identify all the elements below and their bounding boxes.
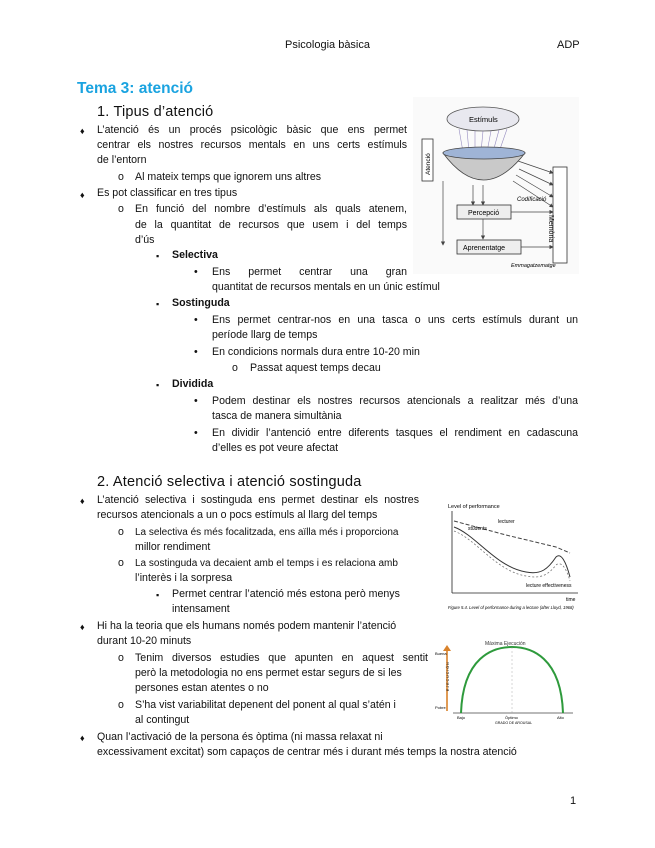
circle-bullet-icon: o: [118, 203, 124, 215]
text-line: durant 10-20 minuts: [97, 635, 192, 647]
students-line: [454, 527, 570, 577]
circle-bullet-icon: o: [118, 526, 124, 538]
lecture-performance-figure: [446, 497, 582, 617]
fig3-tick-opt: Óptimo: [505, 715, 518, 720]
circle-bullet-icon: o: [232, 362, 238, 374]
text-line: recursos atencionals a un o pocs estímuls al llarg del temps: [97, 509, 378, 521]
fig2-lecturer-label: lecturer: [498, 519, 515, 525]
text-line: d’ús: [135, 234, 155, 246]
circle-bullet-icon: o: [118, 171, 124, 183]
page-title: Tema 3: atenció: [77, 80, 194, 97]
text-line: En condicions normals dura entre 10-20 min: [212, 346, 420, 358]
text-line: L’atenció selectiva i sostinguda ens permet destinar els nostres: [97, 494, 419, 506]
text-line: tasca de manera simultània: [212, 410, 342, 422]
square-bullet-icon: ▪: [156, 299, 160, 309]
diamond-bullet-icon: ♦: [80, 733, 85, 743]
square-bullet-icon: ▪: [156, 251, 160, 261]
diamond-bullet-icon: ♦: [80, 496, 85, 506]
fig3-tick-low: Bajo: [457, 715, 466, 720]
text-line: centrar els nostres recursos mentals en uns certs estímuls: [97, 139, 407, 151]
circle-bullet-icon: o: [118, 652, 124, 664]
fig2-ylabel: Level of performance: [448, 504, 500, 510]
text-line: Quan l’activació de la persona és òptima (ni massa relaxat ni: [97, 731, 383, 743]
fig3-ylabel-mid: E J E C U C I Ó N: [446, 662, 450, 691]
text-line: millor rendiment: [135, 541, 211, 553]
subtype-sostinguda: Sostinguda: [172, 297, 230, 309]
text-line: període llarg de temps: [212, 329, 318, 341]
fig3-ylabel-bottom: Pobre: [435, 705, 446, 710]
dot-bullet-icon: •: [194, 395, 198, 407]
text-line: Podem destinar els nostres recursos atencionals a realitzar més d’una: [212, 395, 578, 407]
diamond-bullet-icon: ♦: [80, 190, 85, 200]
label-memoria: Memòria: [547, 215, 554, 243]
arousal-performance-figure: [433, 637, 577, 725]
text-line: intensament: [172, 603, 230, 615]
fig3-ylabel-top: Buena: [435, 651, 447, 656]
fig2-students-label: students: [468, 526, 487, 532]
text-line: de la quantitat de recursos que usem i del temps: [135, 219, 407, 231]
circle-bullet-icon: o: [118, 557, 124, 569]
text-line: persones estan atentes o no: [135, 682, 269, 694]
text-line: Passat aquest temps decau: [250, 362, 381, 374]
fig2-xlabel: time: [566, 597, 576, 603]
text-line: Al mateix temps que ignorem uns altres: [135, 171, 322, 183]
header-author: ADP: [557, 39, 580, 51]
text-line: Es pot classificar en tres tipus: [97, 187, 238, 199]
text-line: d’elles es pot veure afectat: [212, 442, 339, 454]
label-percepcio: Percepció: [468, 210, 500, 217]
text-line: En dividir l’antenció entre diferents tasques el rendiment en cadascuna: [212, 427, 578, 439]
label-emmagatzematge: Emmagatzematge: [511, 263, 556, 269]
text-line: La sostinguda va decaient amb el temps i es relaciona amb: [135, 558, 398, 569]
text-line: Ens permet centrar una gran: [212, 266, 407, 278]
fig2-effectiveness-label: lecture effectiveness: [526, 583, 572, 589]
square-bullet-icon: ▪: [156, 380, 160, 390]
text-line: quantitat de recursos mentals en un únic estímul: [212, 281, 440, 293]
label-codificacio: Codificació: [517, 197, 547, 203]
text-line: però la metodologia no ens permet estar segurs de si les: [135, 667, 402, 679]
fig3-title: Máxima Ejecución: [485, 641, 526, 647]
dot-bullet-icon: •: [194, 427, 198, 439]
fig3-tick-high: Alto: [557, 715, 564, 720]
text-line: Ens permet centrar-nos en una tasca o uns certs estímuls durant un: [212, 314, 578, 326]
dot-bullet-icon: •: [194, 346, 198, 358]
text-line: l’interès i la sorpresa: [135, 572, 233, 584]
dot-bullet-icon: •: [194, 266, 198, 278]
subtype-selectiva: Selectiva: [172, 249, 218, 261]
square-bullet-icon: ▪: [156, 590, 160, 600]
subtype-dividida: Dividida: [172, 378, 214, 390]
section-1-heading: 1. Tipus d’atenció: [97, 104, 214, 120]
diamond-bullet-icon: ♦: [80, 622, 85, 632]
text-line: En funció del nombre d’estímuls als quals atenem,: [135, 203, 407, 215]
text-line: excessivament excitat) som capaços de centrar més i durant més temps la nostra atenció: [97, 746, 517, 758]
effectiveness-line: [454, 531, 570, 581]
circle-bullet-icon: o: [118, 699, 124, 711]
dot-bullet-icon: •: [194, 314, 198, 326]
page-number: 1: [570, 795, 577, 807]
text-line: de l’entorn: [97, 154, 147, 166]
attention-diagram: [413, 97, 579, 274]
section-2-heading: 2. Atenció selectiva i atenció sostinguda: [97, 474, 362, 490]
text-line: Hi ha la teoria que els humans només podem mantenir l’atenció: [97, 620, 397, 632]
text-line: al contingut: [135, 714, 190, 726]
text-line: S’ha vist variabilitat depenent del ponent al qual s’atén i: [135, 699, 396, 711]
text-line: Tenim diversos estudies que apunten en aquest sentit: [135, 652, 428, 664]
label-aprenentatge: Aprenentatge: [463, 245, 506, 252]
text-line: Permet centrar l’atenció més estona però menys: [172, 588, 400, 600]
fig3-xlabel: GRADO DE AROUSAL: [495, 721, 533, 725]
label-atencio: Atenció: [425, 153, 432, 175]
text-line: La selectiva és més focalitzada, ens aïlla més i proporciona: [135, 527, 399, 538]
header-course-title: Psicologia bàsica: [285, 39, 370, 51]
fig2-caption: Figure 5.4. Level of performance during a lecture (after Lloyd, 1968): [448, 605, 574, 610]
label-estimuls: Estímuls: [469, 115, 498, 124]
text-line: L’atenció és un procés psicològic bàsic que ens permet: [97, 124, 407, 136]
diamond-bullet-icon: ♦: [80, 126, 85, 136]
